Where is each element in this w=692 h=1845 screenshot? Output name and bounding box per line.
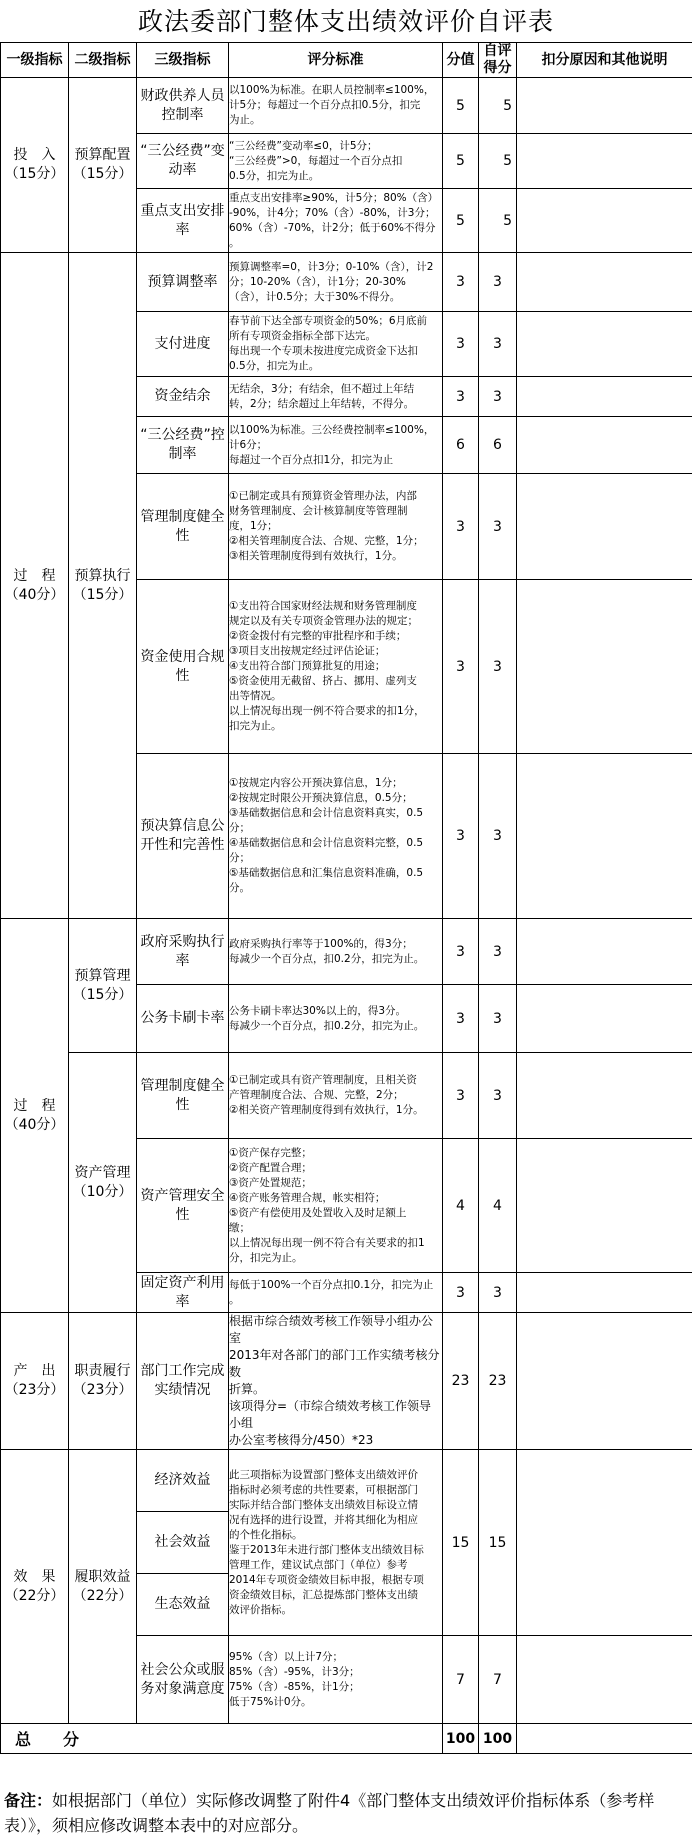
criteria-line: ⑤资金使用无截留、挤占、挪用、虚列支 bbox=[229, 675, 417, 687]
level2-cell-asset-mgmt: 资产管理 （10分） bbox=[69, 1053, 137, 1313]
level3-cell: 资金使用合规性 bbox=[137, 580, 229, 754]
criteria-line: 财务管理制度、会计核算制度等管理制 bbox=[229, 505, 408, 517]
self-score-cell: 4 bbox=[479, 1139, 517, 1273]
table-row bbox=[1, 253, 692, 312]
criteria-line: 75%（含）-85%，计1分； bbox=[229, 1680, 360, 1693]
evaluation-table bbox=[0, 42, 692, 1754]
score-cell: 3 bbox=[443, 474, 479, 580]
criteria-line: ①已制定或具有预算资金管理办法，内部 bbox=[229, 490, 417, 502]
criteria-line: ③相关管理制度得到有效执行，1分。 bbox=[229, 550, 403, 562]
criteria-line: 产管理制度合法、合规、完整，2分； bbox=[229, 1089, 404, 1101]
criteria-line: ④基础数据信息和会计信息资料完整，0.5 bbox=[229, 837, 424, 849]
criteria-line: 转，2分；结余超过上年结转，不得分。 bbox=[229, 397, 415, 410]
criteria-line: 公务卡刷卡率达30%以上的，得3分。 bbox=[229, 1004, 407, 1017]
total-deduction bbox=[517, 1724, 692, 1754]
criteria-line: 预算调整率=0，计3分；0-10%（含），计2 bbox=[229, 260, 434, 273]
level3-cell: 资产管理安全性 bbox=[137, 1139, 229, 1273]
self-score-cell: 3 bbox=[479, 580, 517, 754]
criteria-line: 。 bbox=[229, 236, 240, 249]
criteria-cell-shared bbox=[229, 1450, 443, 1636]
deduction-cell bbox=[517, 1053, 692, 1139]
criteria-cell bbox=[229, 253, 443, 312]
footnote bbox=[4, 1788, 688, 1838]
score-cell: 3 bbox=[443, 1273, 479, 1313]
criteria-line: ⑤资产有偿使用及处置收入及时足额上 bbox=[229, 1206, 407, 1219]
header-row bbox=[1, 43, 692, 78]
header-level1: 一级指标 bbox=[1, 43, 69, 78]
level3-cell: 财政供养人员控制率 bbox=[137, 78, 229, 134]
criteria-line: ③基础数据信息和会计信息资料真实，0.5 bbox=[229, 807, 424, 819]
criteria-line: 0.5分，扣完为止。 bbox=[229, 169, 320, 182]
deduction-cell bbox=[517, 919, 692, 985]
self-score-cell: 3 bbox=[479, 919, 517, 985]
criteria-line: 每低于100%一个百分点扣0.1分，扣完为止 bbox=[229, 1278, 434, 1291]
score-cell: 15 bbox=[443, 1450, 479, 1636]
score-cell: 3 bbox=[443, 377, 479, 417]
criteria-cell bbox=[229, 134, 443, 189]
level3-cell: 预算调整率 bbox=[137, 253, 229, 312]
level1-cell-process-2: 过 程 （40分） bbox=[1, 919, 69, 1313]
criteria-line: ①支出符合国家财经法规和财务管理制度 bbox=[229, 600, 417, 612]
score-cell: 5 bbox=[443, 134, 479, 189]
header-score: 分值 bbox=[443, 43, 479, 78]
table-row bbox=[1, 1313, 692, 1450]
criteria-line: 规定以及有关专项资金管理办法的规定； bbox=[229, 615, 418, 627]
level3-cell: 资金结余 bbox=[137, 377, 229, 417]
criteria-line: ①按规定内容公开预决算信息，1分； bbox=[229, 777, 403, 789]
level2-cell-perf: 履职效益 （22分） bbox=[69, 1450, 137, 1724]
criteria-line: 以上情况每出现一例不符合有关要求的扣1 bbox=[229, 1236, 425, 1249]
criteria-line: 分； bbox=[229, 852, 250, 864]
criteria-line: 每出现一个专项未按进度完成资金下达扣 bbox=[229, 345, 418, 357]
table-row bbox=[1, 919, 692, 985]
criteria-line: ②资产配置合理； bbox=[229, 1161, 312, 1174]
self-score-cell: 3 bbox=[479, 1273, 517, 1313]
deduction-cell bbox=[517, 1313, 692, 1450]
level3-cell: “三公经费”控制率 bbox=[137, 417, 229, 474]
criteria-line: 春节前下达全部专项资金的50%；6月底前 bbox=[229, 315, 428, 327]
criteria-line: 扣完为止。 bbox=[229, 720, 282, 732]
criteria-line: 指标时必须考虑的共性要素，可根据部门 bbox=[229, 1483, 418, 1496]
criteria-cell bbox=[229, 1273, 443, 1313]
level3-cell: 管理制度健全性 bbox=[137, 1053, 229, 1139]
score-cell: 3 bbox=[443, 580, 479, 754]
criteria-line: 缴； bbox=[229, 1221, 250, 1234]
criteria-cell bbox=[229, 580, 443, 754]
criteria-cell bbox=[229, 1636, 443, 1724]
score-cell: 3 bbox=[443, 919, 479, 985]
criteria-line: 分； bbox=[229, 822, 250, 834]
criteria-line: 管理工作，建议试点部门（单位）参考 bbox=[229, 1558, 408, 1571]
criteria-line: （含），计0.5分；大于30%不得分。 bbox=[229, 290, 401, 303]
criteria-line: 以100%为标准。在职人员控制率≤100%， bbox=[229, 84, 435, 96]
header-deduction: 扣分原因和其他说明 bbox=[517, 43, 692, 78]
deduction-cell bbox=[517, 312, 692, 377]
self-score-cell: 6 bbox=[479, 417, 517, 474]
deduction-cell bbox=[517, 189, 692, 253]
score-cell: 3 bbox=[443, 1053, 479, 1139]
score-cell: 3 bbox=[443, 253, 479, 312]
criteria-cell bbox=[229, 754, 443, 919]
self-score-cell: 5 bbox=[479, 134, 517, 189]
score-cell: 7 bbox=[443, 1636, 479, 1724]
self-score-cell: 3 bbox=[479, 474, 517, 580]
criteria-line: 政府采购执行率等于100%的，得3分； bbox=[229, 937, 413, 950]
criteria-line: 办公室考核得分/450）*23 bbox=[229, 1433, 374, 1447]
level2-cell-budget-mgmt: 预算管理 （15分） bbox=[69, 919, 137, 1053]
self-score-cell: 7 bbox=[479, 1636, 517, 1724]
criteria-line: 低于75%计0分。 bbox=[229, 1695, 312, 1708]
deduction-cell bbox=[517, 1273, 692, 1313]
level1-cell-output: 产 出 （23分） bbox=[1, 1313, 69, 1450]
score-cell: 4 bbox=[443, 1139, 479, 1273]
self-score-cell: 5 bbox=[479, 189, 517, 253]
level3-cell: 经济效益 bbox=[137, 1450, 229, 1512]
deduction-cell bbox=[517, 78, 692, 134]
criteria-cell bbox=[229, 78, 443, 134]
score-cell: 3 bbox=[443, 312, 479, 377]
criteria-line: 2013年对各部门的部门工作实绩考核分数 bbox=[229, 1348, 440, 1379]
criteria-line: ④资产账务管理合规，帐实相符； bbox=[229, 1191, 386, 1204]
criteria-cell bbox=[229, 474, 443, 580]
deduction-cell bbox=[517, 1636, 692, 1724]
level3-cell: 公务卡刷卡率 bbox=[137, 985, 229, 1053]
self-score-cell: 3 bbox=[479, 377, 517, 417]
criteria-line: “三公经费”>0，每超过一个百分点扣 bbox=[229, 154, 403, 167]
criteria-line: 效评价指标。 bbox=[229, 1603, 292, 1616]
criteria-line: 折算。 bbox=[229, 1382, 266, 1396]
level3-cell: 部门工作完成实绩情况 bbox=[137, 1313, 229, 1450]
table-row bbox=[1, 78, 692, 134]
level2-cell-duty: 职责履行 （23分） bbox=[69, 1313, 137, 1450]
level3-cell: 社会公众或服务对象满意度 bbox=[137, 1636, 229, 1724]
criteria-line: 的个性化指标。 bbox=[229, 1528, 303, 1541]
criteria-line: 计5分；每超过一个百分点扣0.5分，扣完 bbox=[229, 99, 421, 111]
criteria-line: 无结余，3分；有结余，但不超过上年结 bbox=[229, 382, 415, 395]
criteria-line: 0.5分，扣完为止。 bbox=[229, 360, 320, 372]
criteria-line: -90%，计4分；70%（含）-80%，计3分； bbox=[229, 206, 436, 219]
score-cell: 3 bbox=[443, 754, 479, 919]
criteria-line: 况有选择的进行设置，并将其细化为相应 bbox=[229, 1513, 418, 1526]
criteria-line: 出等情况。 bbox=[229, 690, 282, 702]
criteria-line: 每超过一个百分点扣1分，扣完为止 bbox=[229, 453, 394, 466]
deduction-cell bbox=[517, 134, 692, 189]
total-row bbox=[1, 1724, 692, 1754]
criteria-cell bbox=[229, 1313, 443, 1450]
deduction-cell bbox=[517, 474, 692, 580]
self-score-cell: 3 bbox=[479, 1053, 517, 1139]
level3-cell: 重点支出安排率 bbox=[137, 189, 229, 253]
self-score-cell: 3 bbox=[479, 312, 517, 377]
deduction-cell bbox=[517, 377, 692, 417]
score-cell: 23 bbox=[443, 1313, 479, 1450]
table-row bbox=[1, 1450, 692, 1512]
level3-cell: 生态效益 bbox=[137, 1574, 229, 1636]
criteria-line: 60%（含）-70%，计2分；低于60%不得分 bbox=[229, 221, 436, 234]
footnote-text: 如根据部门（单位）实际修改调整了附件4《部门整体支出绩效评价指标体系（参考样表）》，须相应修改调整本表中的对应部分。 bbox=[4, 1791, 655, 1835]
criteria-line: 85%（含）-95%，计3分； bbox=[229, 1665, 360, 1678]
level1-cell-process: 过 程 （40分） bbox=[1, 253, 69, 919]
total-self-score: 100 bbox=[479, 1724, 517, 1754]
criteria-line: 95%（含）以上计7分； bbox=[229, 1650, 344, 1663]
criteria-cell bbox=[229, 377, 443, 417]
self-score-cell: 3 bbox=[479, 253, 517, 312]
level3-cell: 政府采购执行率 bbox=[137, 919, 229, 985]
level2-cell-budget-config: 预算配置 （15分） bbox=[69, 78, 137, 253]
criteria-line: ⑤基础数据信息和汇集信息资料准确，0.5 bbox=[229, 867, 424, 879]
score-cell: 6 bbox=[443, 417, 479, 474]
self-score-cell: 5 bbox=[479, 78, 517, 134]
header-self-score: 自评得分 bbox=[479, 43, 517, 78]
score-cell: 5 bbox=[443, 78, 479, 134]
criteria-line: 实际并结合部门整体支出绩效目标设立情 bbox=[229, 1498, 418, 1511]
deduction-cell bbox=[517, 417, 692, 474]
level1-cell-effect: 效 果 （22分） bbox=[1, 1450, 69, 1724]
level3-cell: 支付进度 bbox=[137, 312, 229, 377]
criteria-cell bbox=[229, 919, 443, 985]
header-level3: 三级指标 bbox=[137, 43, 229, 78]
self-score-cell: 15 bbox=[479, 1450, 517, 1636]
criteria-line: ②相关资产管理制度得到有效执行，1分。 bbox=[229, 1104, 424, 1116]
level1-cell-input: 投 入 （15分） bbox=[1, 78, 69, 253]
level3-cell: 预决算信息公开性和完善性 bbox=[137, 754, 229, 919]
criteria-line: 该项得分=（市综合绩效考核工作领导小组 bbox=[229, 1399, 432, 1430]
criteria-line: 。 bbox=[229, 1293, 240, 1306]
criteria-line: ②按规定时限公开预决算信息，0.5分； bbox=[229, 792, 413, 804]
criteria-line: 以100%为标准。三公经费控制率≤100%， bbox=[229, 423, 435, 436]
score-cell: 5 bbox=[443, 189, 479, 253]
self-score-cell: 3 bbox=[479, 754, 517, 919]
header-level2: 二级指标 bbox=[69, 43, 137, 78]
criteria-line: ②相关管理制度合法、合规、完整，1分； bbox=[229, 535, 424, 547]
level3-cell: “三公经费”变动率 bbox=[137, 134, 229, 189]
total-label: 总 分 bbox=[1, 1724, 443, 1754]
criteria-line: 分。 bbox=[229, 882, 250, 894]
criteria-line: 每减少一个百分点，扣0.2分，扣完为止。 bbox=[229, 1019, 425, 1032]
criteria-line: 每减少一个百分点，扣0.2分，扣完为止。 bbox=[229, 952, 425, 965]
deduction-cell bbox=[517, 754, 692, 919]
criteria-line: 2014年专项资金绩效目标申报，根据专项 bbox=[229, 1573, 424, 1586]
deduction-cell bbox=[517, 1450, 692, 1636]
criteria-line: ③资产处置规范； bbox=[229, 1176, 312, 1189]
criteria-line: 鉴于2013年未进行部门整体支出绩效目标 bbox=[229, 1543, 424, 1556]
score-cell: 3 bbox=[443, 985, 479, 1053]
criteria-line: 度，1分； bbox=[229, 520, 278, 532]
criteria-line: 所有专项资金指标全部下达完。 bbox=[229, 330, 376, 342]
deduction-cell bbox=[517, 580, 692, 754]
criteria-line: 分，扣完为止。 bbox=[229, 1251, 303, 1264]
self-score-cell: 23 bbox=[479, 1313, 517, 1450]
footnote-label: 备注： bbox=[4, 1791, 53, 1810]
criteria-line: 重点支出安排率≥90%，计5分；80%（含） bbox=[229, 191, 439, 204]
criteria-line: ①已制定或具有资产管理制度，且相关资 bbox=[229, 1074, 417, 1086]
criteria-cell bbox=[229, 312, 443, 377]
criteria-line: 为止。 bbox=[229, 114, 261, 126]
criteria-cell bbox=[229, 985, 443, 1053]
criteria-cell bbox=[229, 189, 443, 253]
total-score: 100 bbox=[443, 1724, 479, 1754]
criteria-line: 以上情况每出现一例不符合要求的扣1分， bbox=[229, 705, 425, 717]
criteria-line: 分；10-20%（含），计1分；20-30% bbox=[229, 275, 406, 288]
level3-cell: 管理制度健全性 bbox=[137, 474, 229, 580]
page-title: 政法委部门整体支出绩效评价自评表 bbox=[137, 7, 554, 36]
criteria-line: ④支出符合部门预算批复的用途； bbox=[229, 660, 386, 672]
table-row bbox=[1, 1053, 692, 1139]
deduction-cell bbox=[517, 253, 692, 312]
criteria-line: 计6分； bbox=[229, 438, 268, 451]
criteria-line: ③项目支出按规定经过评估论证； bbox=[229, 645, 386, 657]
criteria-line: “三公经费”变动率≤0，计5分； bbox=[229, 139, 378, 152]
criteria-line: 资金绩效目标，汇总提炼部门整体支出绩 bbox=[229, 1588, 418, 1601]
level3-cell: 固定资产利用率 bbox=[137, 1273, 229, 1313]
criteria-cell bbox=[229, 1053, 443, 1139]
self-score-cell: 3 bbox=[479, 985, 517, 1053]
criteria-cell bbox=[229, 417, 443, 474]
criteria-line: ②资金拨付有完整的审批程序和手续； bbox=[229, 630, 407, 642]
criteria-cell bbox=[229, 1139, 443, 1273]
level2-cell-budget-exec: 预算执行 （15分） bbox=[69, 253, 137, 919]
criteria-line: 根据市综合绩效考核工作领导小组办公室 bbox=[229, 1314, 434, 1345]
deduction-cell bbox=[517, 985, 692, 1053]
criteria-line: 此三项指标为设置部门整体支出绩效评价 bbox=[229, 1468, 418, 1481]
criteria-line: ①资产保存完整； bbox=[229, 1146, 312, 1159]
header-criteria: 评分标准 bbox=[229, 43, 443, 78]
level3-cell: 社会效益 bbox=[137, 1512, 229, 1574]
deduction-cell bbox=[517, 1139, 692, 1273]
